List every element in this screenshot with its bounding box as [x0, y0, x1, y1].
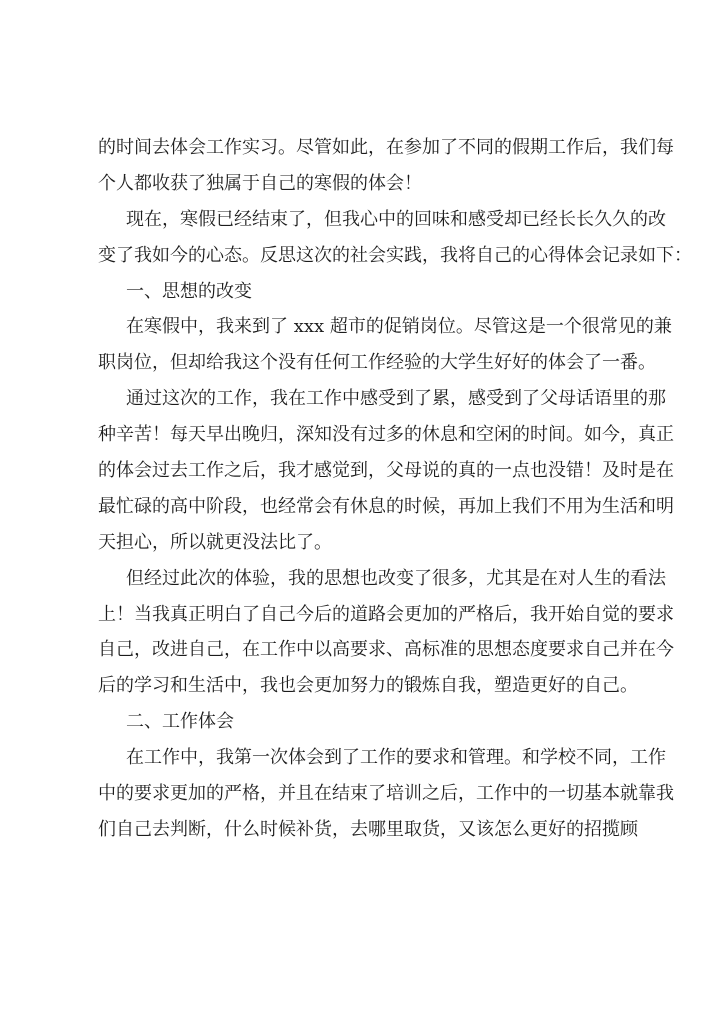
- paragraph-first-line: 但经过此次的体验，我的思想也改变了很多，尤其是在对人生的看法: [126, 567, 666, 589]
- text-line: 职岗位，但却给我这个没有任何工作经验的大学生好好的体会了一番。: [98, 352, 656, 374]
- text-line: 天担心，所以就更没法比了。: [98, 531, 332, 553]
- text-line: 最忙碌的高中阶段，也经常会有休息的时候，再加上我们不用为生活和明: [98, 495, 674, 517]
- text-line: 种辛苦！每天早出晚归，深知没有过多的休息和空闲的时间。如今，真正: [98, 424, 674, 446]
- text-line: 的时间去体会工作实习。尽管如此，在参加了不同的假期工作后，我们每: [98, 137, 674, 158]
- text-line: 中的要求更加的严格，并且在结束了培训之后，工作中的一切基本就靠我: [98, 783, 674, 805]
- paragraph-first-line: 现在，寒假已经结束了，但我心中的回味和感受却已经长长久久的改: [126, 208, 666, 230]
- text-line: 自己，改进自己，在工作中以高要求、高标准的思想态度要求自己并在今: [98, 639, 674, 661]
- section-heading: 二、工作体会: [126, 711, 234, 733]
- text-line: 后的学习和生活中，我也会更加努力的锻炼自我，塑造更好的自己。: [98, 675, 638, 697]
- document-body: [98, 130, 692, 848]
- section-heading: 一、思想的改变: [126, 280, 252, 302]
- text-line: 的体会过去工作之后，我才感觉到，父母说的真的一点也没错！及时是在: [98, 460, 674, 482]
- paragraph-first-line: 通过这次的工作，我在工作中感受到了累，感受到了父母话语里的那: [126, 388, 666, 410]
- text-line: 们自己去判断，什么时候补货，去哪里取货，又该怎么更好的招揽顾: [98, 818, 638, 840]
- text-line: 上！当我真正明白了自己今后的道路会更加的严格后，我开始自觉的要求: [98, 603, 674, 625]
- text-line: 变了我如今的心态。反思这次的社会实践，我将自己的心得体会记录如下：: [98, 244, 692, 266]
- text-line: 个人都收获了独属于自己的寒假的体会！: [98, 172, 422, 194]
- paragraph-first-line: 在寒假中，我来到了 xxx 超市的促销岗位。尽管这是一个很常见的兼: [126, 316, 672, 338]
- paragraph-first-line: 在工作中，我第一次体会到了工作的要求和管理。和学校不同，工作: [126, 747, 666, 769]
